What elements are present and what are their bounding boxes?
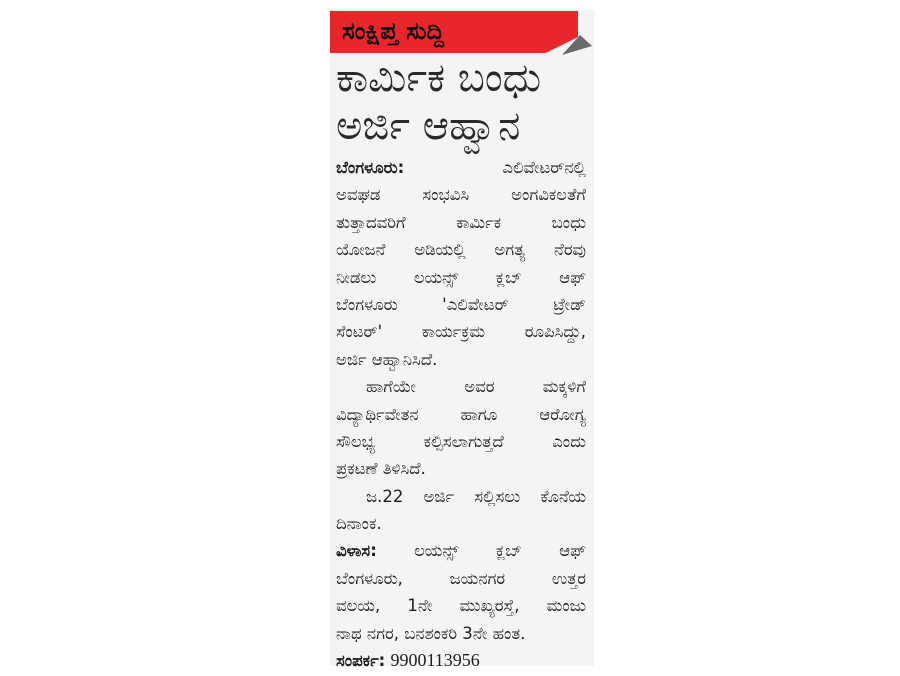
article-line: ನೀಡಲು ಲಯನ್ಸ್ ಕ್ಲಬ್ ಆಫ್	[336, 267, 586, 287]
headline-line-2: ಅರ್ಜಿ ಆಹ್ವಾನ	[336, 103, 521, 149]
article-line	[336, 647, 586, 674]
article-line: ಪ್ರಕಟಣೆ ತಿಳಿಸಿದೆ.	[336, 459, 426, 479]
article-line: ಅವಘಡ ಸಂಭವಿಸಿ ಅಂಗವಿಕಲತೆಗೆ	[336, 185, 586, 205]
address-label: ವಿಳಾಸ:	[336, 541, 377, 561]
article-line: ಹಾಗೆಯೇ ಅವರ ಮಕ್ಕಳಿಗೆ	[366, 377, 586, 397]
headline-line-1: ಕಾರ್ಮಿಕ ಬಂಧು	[336, 55, 542, 101]
article-line: ಬೆಂಗಳೂರು, ಜಯನಗರ ಉತ್ತರ	[336, 568, 586, 588]
section-banner	[330, 11, 592, 55]
article-line: ಸೌಲಭ್ಯ ಕಲ್ಪಿಸಲಾಗುತ್ತದೆ ಎಂದು	[336, 431, 586, 451]
article-body	[336, 154, 586, 674]
article-line	[336, 154, 586, 181]
article-text: ಎಲಿವೇಟರ್‌ನಲ್ಲಿ	[502, 158, 586, 177]
article-line: ವಿದ್ಯಾರ್ಥಿವೇತನ ಹಾಗೂ ಆರೋಗ್ಯ	[336, 404, 586, 424]
article-line: ಜ.22 ಅರ್ಜಿ ಸಲ್ಲಿಸಲು ಕೊನೆಯ	[366, 486, 586, 506]
contact-number: 9900113956	[390, 650, 480, 671]
article-line: ವಲಯ, 1ನೇ ಮುಖ್ಯರಸ್ತೆ, ಮಂಜು	[336, 596, 586, 616]
article-line: ಅರ್ಜಿ ಆಹ್ವಾನಿಸಿದೆ.	[336, 349, 438, 369]
article-line: ಸೆಂಟರ್' ಕಾರ್ಯಕ್ರಮ ರೂಪಿಸಿದ್ದು,	[336, 322, 586, 342]
article-line: ತುತ್ತಾದವರಿಗೆ ಕಾರ್ಮಿಕ ಬಂಧು	[336, 212, 586, 232]
article-line: ದಿನಾಂಕ.	[336, 514, 382, 534]
dateline: ಬೆಂಗಳೂರು:	[336, 158, 405, 177]
article-line	[336, 537, 586, 564]
banner-label: ಸಂಕ್ಷಿಪ್ತ ಸುದ್ದಿ	[342, 17, 445, 45]
article-line: ಬೆಂಗಳೂರು 'ಎಲಿವೇಟರ್ ಟ್ರೇಡ್	[336, 294, 586, 314]
contact-label: ಸಂಪರ್ಕ:	[336, 651, 386, 671]
article-line: ನಾಥ ನಗರ, ಬನಶಂಕರಿ 3ನೇ ಹಂತ.	[336, 623, 526, 643]
address-text: ಲಯನ್ಸ್ ಕ್ಲಬ್ ಆಫ್	[414, 541, 586, 561]
article-line: ಯೋಜನೆ ಅಡಿಯಲ್ಲಿ ಅಗತ್ಯ ನೆರವು	[336, 240, 586, 260]
